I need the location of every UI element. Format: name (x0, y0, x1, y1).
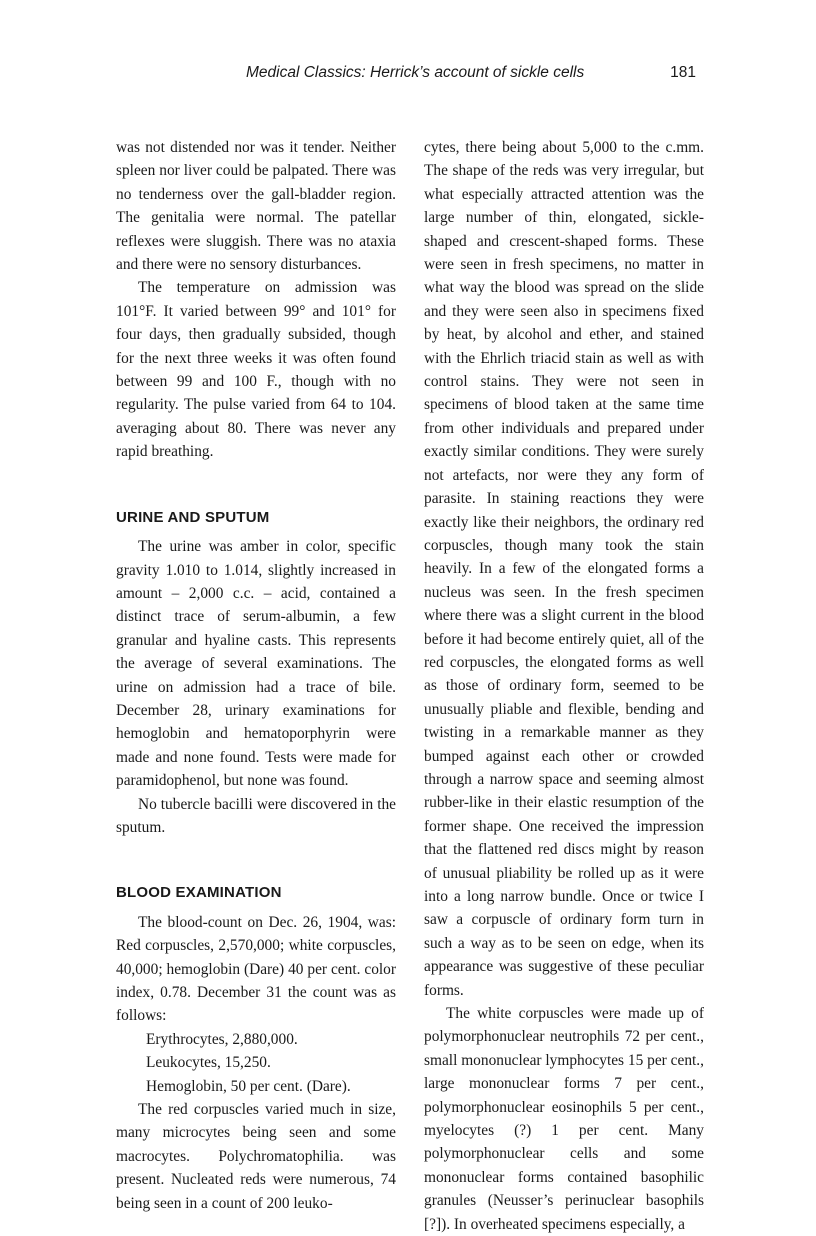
section-spacer (116, 839, 396, 881)
paragraph: The white corpuscles were made up of polymorphonuclear neutrophils 72 per cent., small mononuclear lymphocytes 15 per cent., large mononuclear forms 7 per cent., polymorphonuclear eosinophils 5 per cent., myelocytes (?) 1 per cent. Many polymorphonuclear cells and some mononuclear forms contained basophilic granules (Neusser’s perinuclear basophils [?]). In overheated specimens especially, a (424, 1005, 704, 1233)
left-column (116, 136, 396, 1215)
right-column (424, 136, 704, 1236)
paragraph: The urine was amber in color, specific gravity 1.010 to 1.014, slightly increased in amount – 2,000 c.c. – acid, contained a distinct trace of serum-albumin, a few granular and hyaline casts. This represents the average of several examinations. The urine on admission had a trace of bile. December 28, urinary examinations for hemoglobin and hematoporphyrin were made and none found. Tests were made for paramidophenol, but none was found. (116, 538, 396, 790)
paragraph: No tubercle bacilli were discovered in the sputum. (116, 795, 396, 836)
paragraph: The blood-count on Dec. 26, 1904, was: Red corpuscles, 2,570,000; white corpuscles, 40,000; hemoglobin (Dare) 40 per cent. color index, 0.78. December 31 the count was as follows: (116, 913, 396, 1025)
running-header (114, 64, 700, 86)
paragraph: The red corpuscles varied much in size, many microcytes being seen and some macrocytes. Polychromatophilia. was present. Nucleated reds were numerous, 74 being seen in a count of 200 leuko- (116, 1101, 396, 1212)
paragraph: The temperature on admission was 101°F. It varied between 99° and 101° for four days, then gradually subsided, though for the next three weeks it was often found between 99 and 100 F., though with no regularity. The pulse varied from 64 to 104. averaging about 80. There was never any rapid breathing. (116, 279, 396, 461)
running-title: Medical Classics: Herrick’s account of sickle cells (246, 64, 585, 81)
paragraph: cytes, there being about 5,000 to the c.mm. The shape of the reds was very irregular, but what especially attracted attention was the large number of thin, elongated, sickle-shaped and crescent-shaped forms. These were seen in fresh specimens, no matter in what way the blood was spread on the slide and they were seen also in specimens fixed by heat, by alcohol and ether, and stained with the Ehrlich triacid stain as well as with control stains. They were not seen in specimens of blood taken at the same time from other individuals and prepared under exactly similar conditions. They were surely not artefacts, nor were they any form of parasite. In staining reactions they were exactly like their neighbors, the ordinary red corpuscles, though many took the stain heavily. In a few of the elongated forms a nucleus was seen. In the fresh specimen where there was a slight current in the blood before it had become entirely quiet, all of the red corpuscles, the elongated forms as well as those of ordinary form, seemed to be unusually pliable and flexible, bending and twisting in a remarkable manner as they bumped against each other or crowded through a narrow space and seeming almost rubber-like in their elastic resumption of the former shape. One received the impression that the flattened red discs might by reason of unusual pliability be rolled up as it were into a long narrow bundle. Once or twice I saw a corpuscle of ordinary form turn in such a way as to be seen on edge, when its appearance was suggestive of these peculiar forms. (424, 139, 704, 999)
section-heading-urine-sputum: URINE AND SPUTUM (116, 508, 270, 526)
count-erythrocytes: Erythrocytes, 2,880,000. (146, 1030, 298, 1048)
paragraph: was not distended nor was it tender. Neither spleen nor liver could be palpated. There was no tenderness over the gall-bladder region. The genitalia were normal. The patellar reflexes were sluggish. There was no ataxia and there were no sensory disturbances. (116, 139, 396, 274)
page-number: 181 (670, 64, 696, 81)
count-hemoglobin: Hemoglobin, 50 per cent. (Dare). (146, 1077, 351, 1095)
section-heading-blood-examination: BLOOD EXAMINATION (116, 884, 282, 902)
section-spacer (116, 464, 396, 506)
count-leukocytes: Leukocytes, 15,250. (146, 1054, 271, 1072)
